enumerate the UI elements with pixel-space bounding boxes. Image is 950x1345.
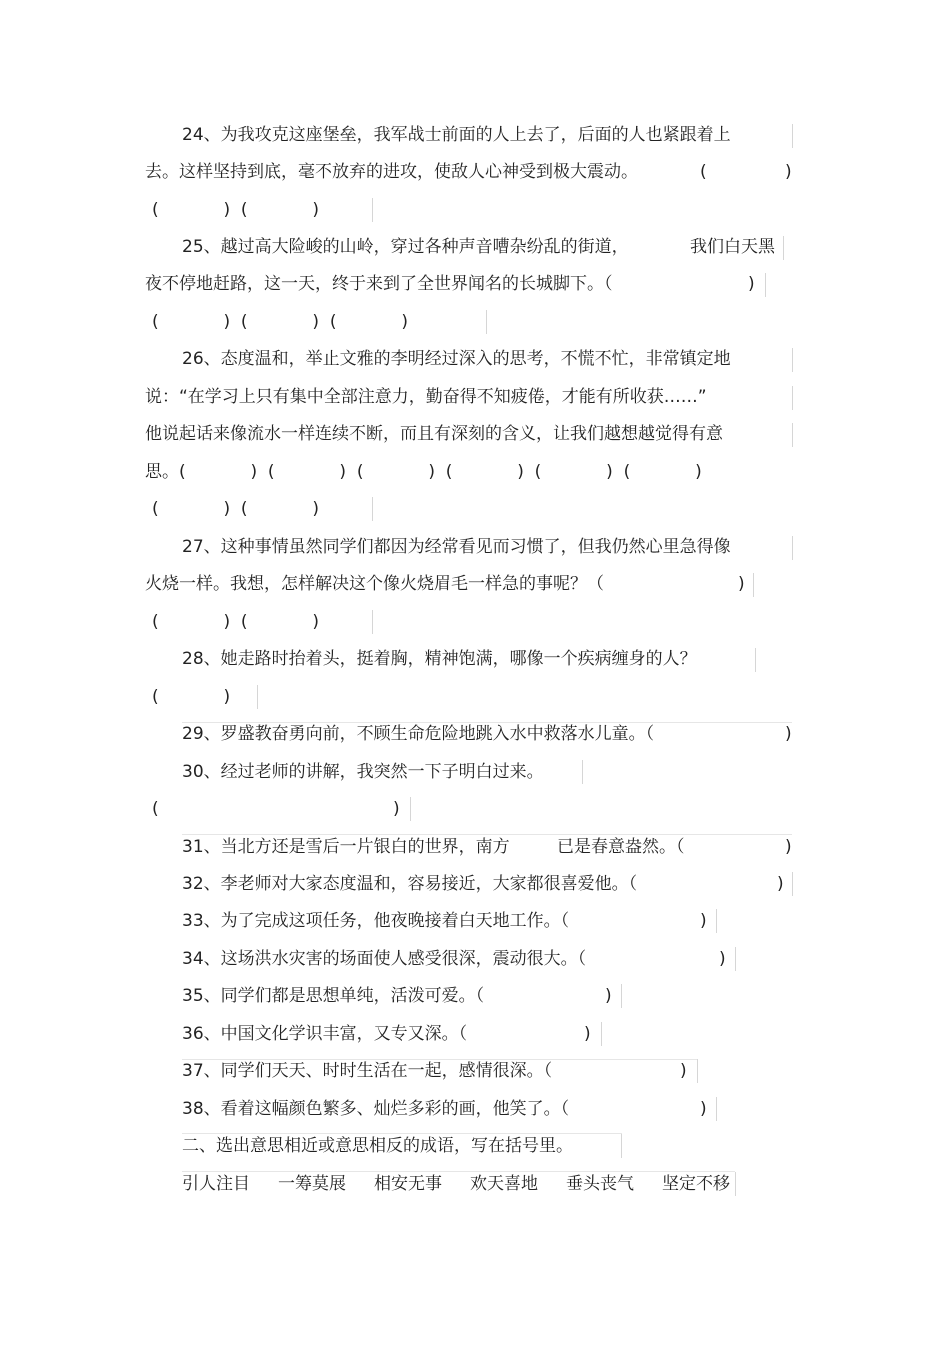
q35-line: 35、同学们都是思想单纯，活泼可爱。（ [182,986,485,1006]
q25-answer-blanks: ( ) ( ) ( ) [152,312,408,332]
q32-line: 32、李老师对大家态度温和，容易接近，大家都很喜爱他。（ [182,874,638,894]
divider [792,536,793,560]
q38-line: 38、看着这幅颜色繁多、灿烂多彩的画，他笑了。（ [182,1099,570,1119]
idiom-6: 坚定不移 [662,1174,730,1194]
close-paren: ) [748,274,755,294]
divider [765,273,766,297]
idiom-5: 垂头丧气 [566,1174,634,1194]
section-2-heading: 二、选出意思相近或意思相反的成语，写在括号里。 [182,1136,573,1156]
divider [372,497,373,521]
divider [792,872,793,896]
divider [792,124,793,148]
divider [716,1097,717,1121]
divider [735,947,736,971]
close-paren: ) [785,837,792,857]
q27-line-1: 27、这种事情虽然同学们都因为经常看见而习惯了，但我仍然心里急得像 [182,537,731,557]
q25-line-1a: 25、越过高大险峻的山岭，穿过各种声音嘈杂纷乱的街道， [182,237,629,257]
divider [486,310,487,334]
divider [621,984,622,1008]
close-paren: ) [700,911,707,931]
rule [182,834,792,835]
divider [257,685,258,709]
q33-line: 33、为了完成这项任务，他夜晚接着白天地工作。（ [182,911,570,931]
q30-open-paren: ( [152,799,159,819]
divider [792,348,793,372]
q37-line: 37、同学们天天、时时生活在一起，感情很深。（ [182,1061,553,1081]
rule [182,1133,622,1134]
divider [372,198,373,222]
close-paren: ) [584,1024,591,1044]
close-paren: ) [393,799,400,819]
q30-line-1: 30、经过老师的讲解，我突然一下子明白过来。 [182,762,544,782]
q29-line: 29、罗盛教奋勇向前，不顾生命危险地跳入水中救落水儿童。（ [182,724,655,744]
divider [372,610,373,634]
close-paren: ) [719,949,726,969]
q27-line-2: 火烧一样。我想，怎样解决这个像火烧眉毛一样急的事呢？（ [145,574,604,594]
divider [601,1022,602,1046]
divider [621,1134,622,1158]
q26-line-4: 思。( ) ( ) ( ) ( ) ( ) ( ) [145,462,702,482]
q25-line-2: 夜不停地赶路，这一天，终于来到了全世界闻名的长城脚下。（ [145,274,613,294]
q26-answer-blanks: ( ) ( ) [152,499,320,519]
q31-line-a: 31、当北方还是雪后一片银白的世界，南方 [182,837,510,857]
rule [182,1171,735,1172]
q31-line-b: 已是春意盎然。（ [557,837,685,857]
close-paren: ) [777,874,784,894]
q26-line-2: 说：“在学习上只有集中全部注意力，勤奋得不知疲倦，才能有所收获……” [145,387,707,407]
divider [792,423,793,447]
q24-line-1: 24、为我攻克这座堡垒，我军战士前面的人上去了，后面的人也紧跟着上 [182,125,731,145]
divider [582,760,583,784]
q28-answer-blank: ( ) [152,687,231,707]
open-paren: ( [700,162,707,182]
q36-line: 36、中国文化学识丰富，又专又深。（ [182,1024,468,1044]
q26-line-3: 他说起话来像流水一样连续不断，而且有深刻的含义，让我们越想越觉得有意 [145,424,723,444]
idiom-3: 相安无事 [374,1174,442,1194]
q24-line-2: 去。这样坚持到底，毫不放弃的进攻，使敌人心神受到极大震动。 [145,162,638,182]
divider [753,573,754,597]
q25-line-1b: 我们白天黑 [690,237,775,257]
divider [783,236,784,260]
divider [755,648,756,672]
divider [792,386,793,410]
close-paren: ) [785,724,792,744]
q24-answer-blanks: ( ) ( ) [152,200,320,220]
idiom-4: 欢天喜地 [470,1174,538,1194]
idiom-2: 一筹莫展 [278,1174,346,1194]
q26-line-1: 26、态度温和，举止文雅的李明经过深入的思考，不慌不忙，非常镇定地 [182,349,731,369]
q27-answer-blanks: ( ) ( ) [152,612,320,632]
divider [716,909,717,933]
q34-line: 34、这场洪水灾害的场面使人感受很深，震动很大。（ [182,949,587,969]
divider [410,797,411,821]
divider [697,1059,698,1083]
close-paren: ) [700,1099,707,1119]
close-paren: ) [738,574,745,594]
divider [735,1172,736,1196]
close-paren: ) [605,986,612,1006]
idiom-1: 引人注目 [182,1174,250,1194]
close-paren: ) [680,1061,687,1081]
q28-line-1: 28、她走路时抬着头，挺着胸，精神饱满，哪像一个疾病缠身的人？ [182,649,697,669]
close-paren: ) [785,162,792,182]
